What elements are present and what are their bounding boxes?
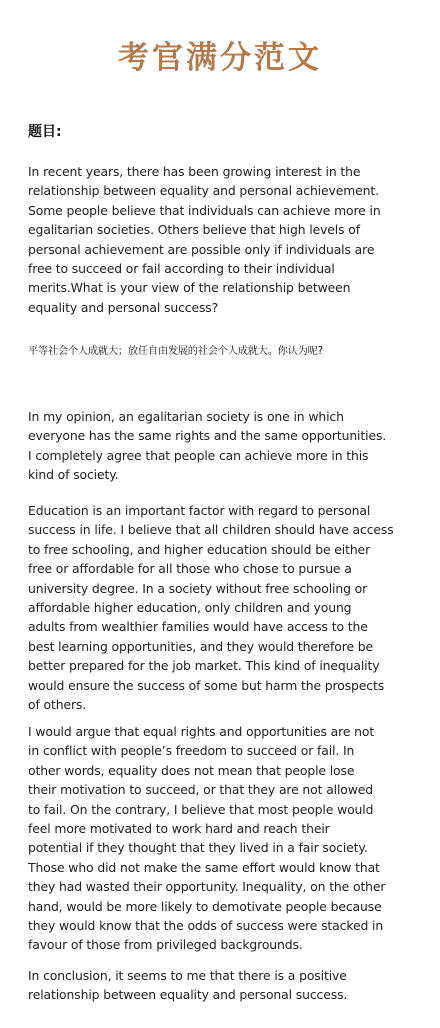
answer-line: favour of those from privileged backgrounds.: [28, 937, 303, 953]
question-line: equality and personal success?: [28, 299, 219, 315]
question-line: In recent years, there has been growing interest in the: [28, 164, 361, 179]
answer-paragraph-freedom: [28, 722, 418, 955]
answer-line: to free schooling, and higher education should be either: [28, 541, 371, 557]
answer-line: Education is an important factor with regard to personal: [28, 503, 371, 518]
answer-line: I completely agree that people can achieve more in this: [28, 447, 369, 463]
answer-line: their motivation to succeed, or that they are not allowed: [28, 782, 374, 798]
answer-line: best learning opportunities, and they would therefore be: [28, 638, 374, 654]
answer-paragraph-intro: [28, 407, 418, 485]
answer-line: everyone has the same rights and the same opportunities.: [28, 428, 387, 444]
answer-line: hand, would be more likely to demotivate people because: [28, 898, 382, 914]
question-line: merits.What is your view of the relationship between: [28, 280, 351, 296]
answer-line: to fail. On the contrary, I believe that most people would: [28, 801, 374, 817]
answer-line: affordable higher education, only children and young: [28, 600, 352, 616]
answer-line: kind of society.: [28, 467, 119, 483]
answer-paragraph-education: [28, 501, 418, 714]
answer-line: in conflict with people’s freedom to succeed or fail. In: [28, 743, 355, 759]
question-line: personal achievement are possible only if individuals are: [28, 241, 375, 257]
answer-line: they would know that the odds of success were stacked in: [28, 918, 384, 934]
answer-line: In my opinion, an egalitarian society is one in which: [28, 409, 344, 424]
page-title: 考官满分范文: [118, 40, 322, 76]
answer-line: In conclusion, it seems to me that there is a positive: [28, 968, 347, 983]
question-line: free to succeed or fail according to their individual: [28, 261, 335, 277]
answer-line: other words, equality does not mean that people lose: [28, 762, 355, 778]
answer-line: I would argue that equal rights and opportunities are not: [28, 724, 375, 739]
answer-line: relationship between equality and personal success.: [28, 987, 348, 1003]
question-paragraph: [28, 162, 418, 317]
answer-line: feel more motivated to work hard and reach their: [28, 821, 330, 837]
question-line: Some people believe that individuals can achieve more in: [28, 202, 381, 218]
answer-line: free or affordable for all those who chose to pursue a: [28, 561, 352, 577]
answer-line: Those who did not make the same effort would know that: [28, 859, 380, 875]
answer-line: would ensure the success of some but harm the prospects: [28, 677, 385, 693]
answer-line: success in life. I believe that all children should have access: [28, 522, 394, 538]
question-chinese-summary: 平等社会个人成就大；放任自由发展的社会个人成就大。你认为呢?: [28, 346, 323, 357]
topic-heading: 题目:: [28, 124, 62, 140]
question-line: relationship between equality and personal achievement.: [28, 183, 379, 199]
answer-line: of others.: [28, 697, 87, 713]
question-line: egalitarian societies. Others believe that high levels of: [28, 222, 360, 238]
answer-line: adults from wealthier families would have access to the: [28, 619, 368, 635]
answer-line: university degree. In a society without free schooling or: [28, 580, 368, 596]
answer-line: better prepared for the job market. This kind of inequality: [28, 658, 380, 674]
answer-paragraph-conclusion: [28, 966, 418, 1005]
answer-line: they had wasted their opportunity. Inequality, on the other: [28, 879, 386, 895]
answer-line: potential if they thought that they lived in a fair society.: [28, 840, 368, 856]
